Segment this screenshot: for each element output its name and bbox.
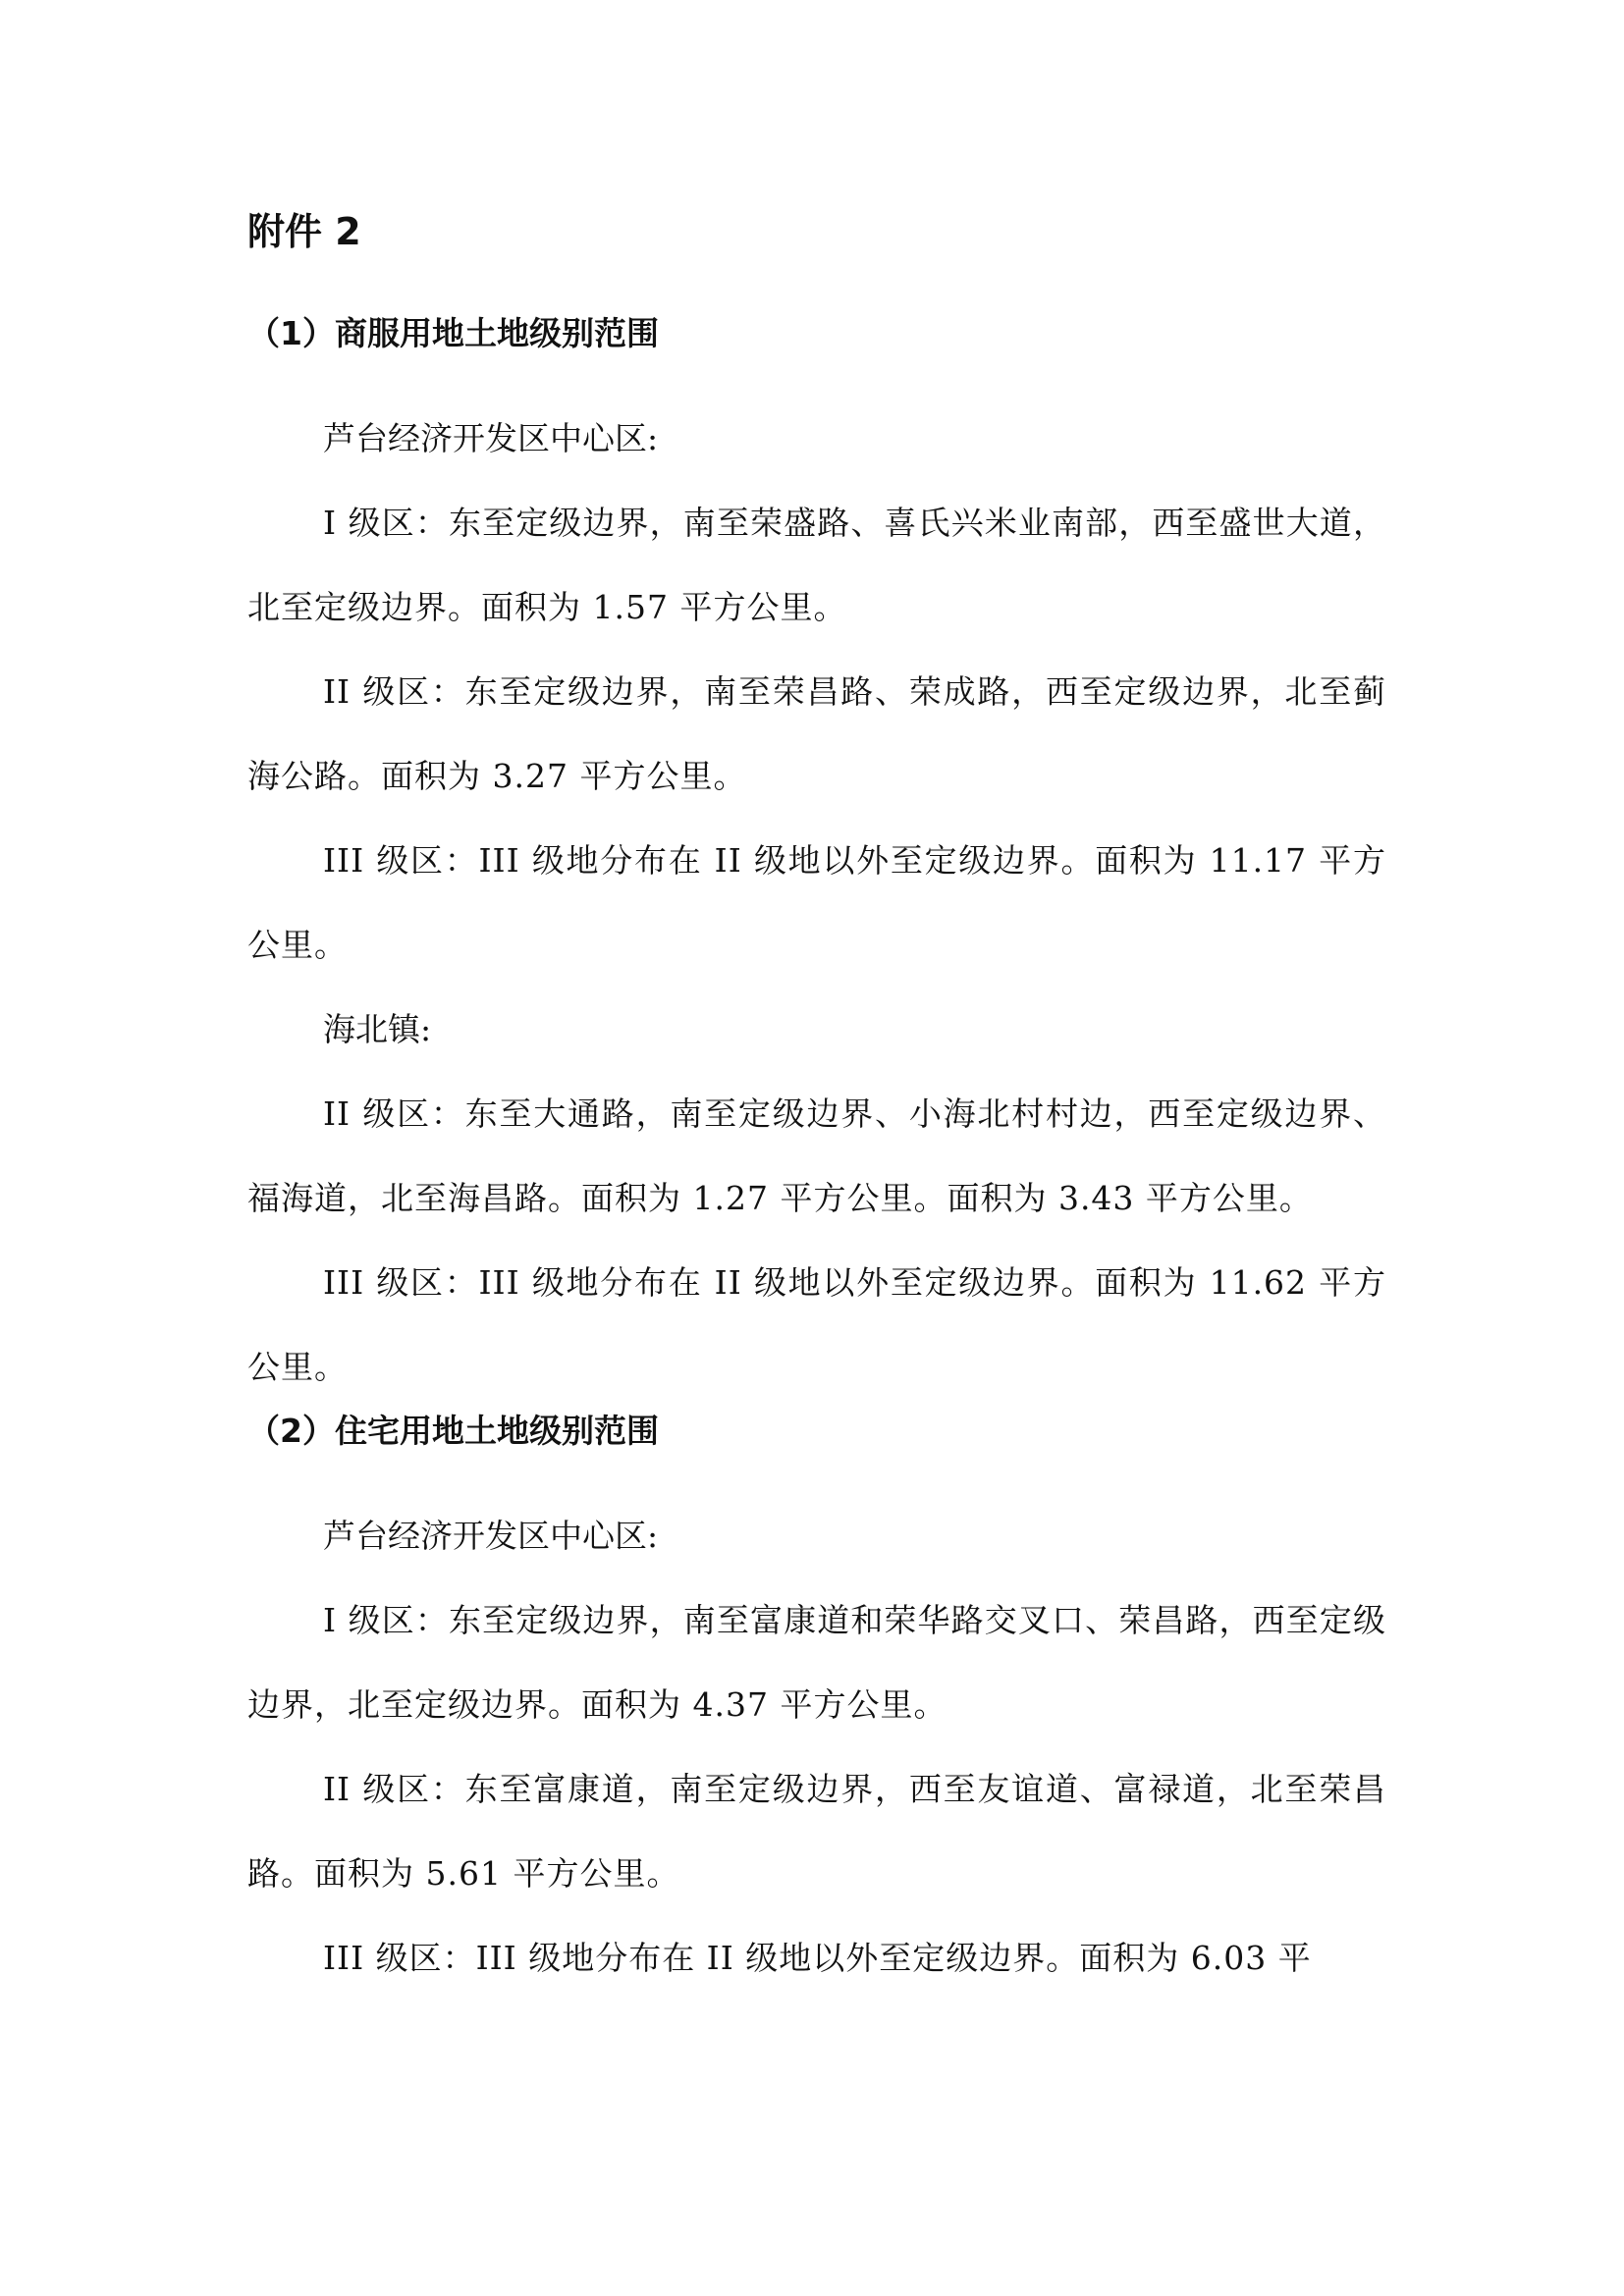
grade-paragraph: II 级区：东至定级边界，南至荣昌路、荣成路，西至定级边界，北至蓟海公路。面积为 3.27 平方公里。 [247,672,1386,795]
area-name: 芦台经济开发区中心区: [323,1517,659,1555]
annex-title: 附件 2 [247,210,361,253]
grade-paragraph: I 级区：东至定级边界，南至富康道和荣华路交叉口、荣昌路，西至定级边界，北至定级边界。面积为 4.37 平方公里。 [247,1601,1386,1724]
document-page [247,208,1386,2001]
grade-paragraph: I 级区：东至定级边界，南至荣盛路、喜氏兴米业南部，西至盛世大道，北至定级边界。面积为 1.57 平方公里。 [247,504,1386,626]
grade-paragraph: III 级区：III 级地分布在 II 级地以外至定级边界。面积为 11.17 平方公里。 [247,841,1386,964]
area-name: 海北镇: [323,1010,432,1048]
area-name: 芦台经济开发区中心区: [323,419,659,457]
grade-paragraph: II 级区：东至富康道，南至定级边界，西至友谊道、富禄道，北至荣昌路。面积为 5.61 平方公里。 [247,1770,1386,1893]
grade-paragraph: III 级区：III 级地分布在 II 级地以外至定级边界。面积为 6.03 平 [323,1939,1312,1977]
section-residential-land [247,1410,1386,2001]
section-heading: （1）商服用地土地级别范围 [247,314,659,352]
section-heading: （2）住宅用地土地级别范围 [247,1412,659,1450]
section-commercial-land [247,312,1386,1410]
grade-paragraph: III 级区：III 级地分布在 II 级地以外至定级边界。面积为 11.62 平方公里。 [247,1263,1386,1386]
grade-paragraph: II 级区：东至大通路，南至定级边界、小海北村村边，西至定级边界、福海道，北至海昌路。面积为 1.27 平方公里。面积为 3.43 平方公里。 [247,1095,1386,1217]
